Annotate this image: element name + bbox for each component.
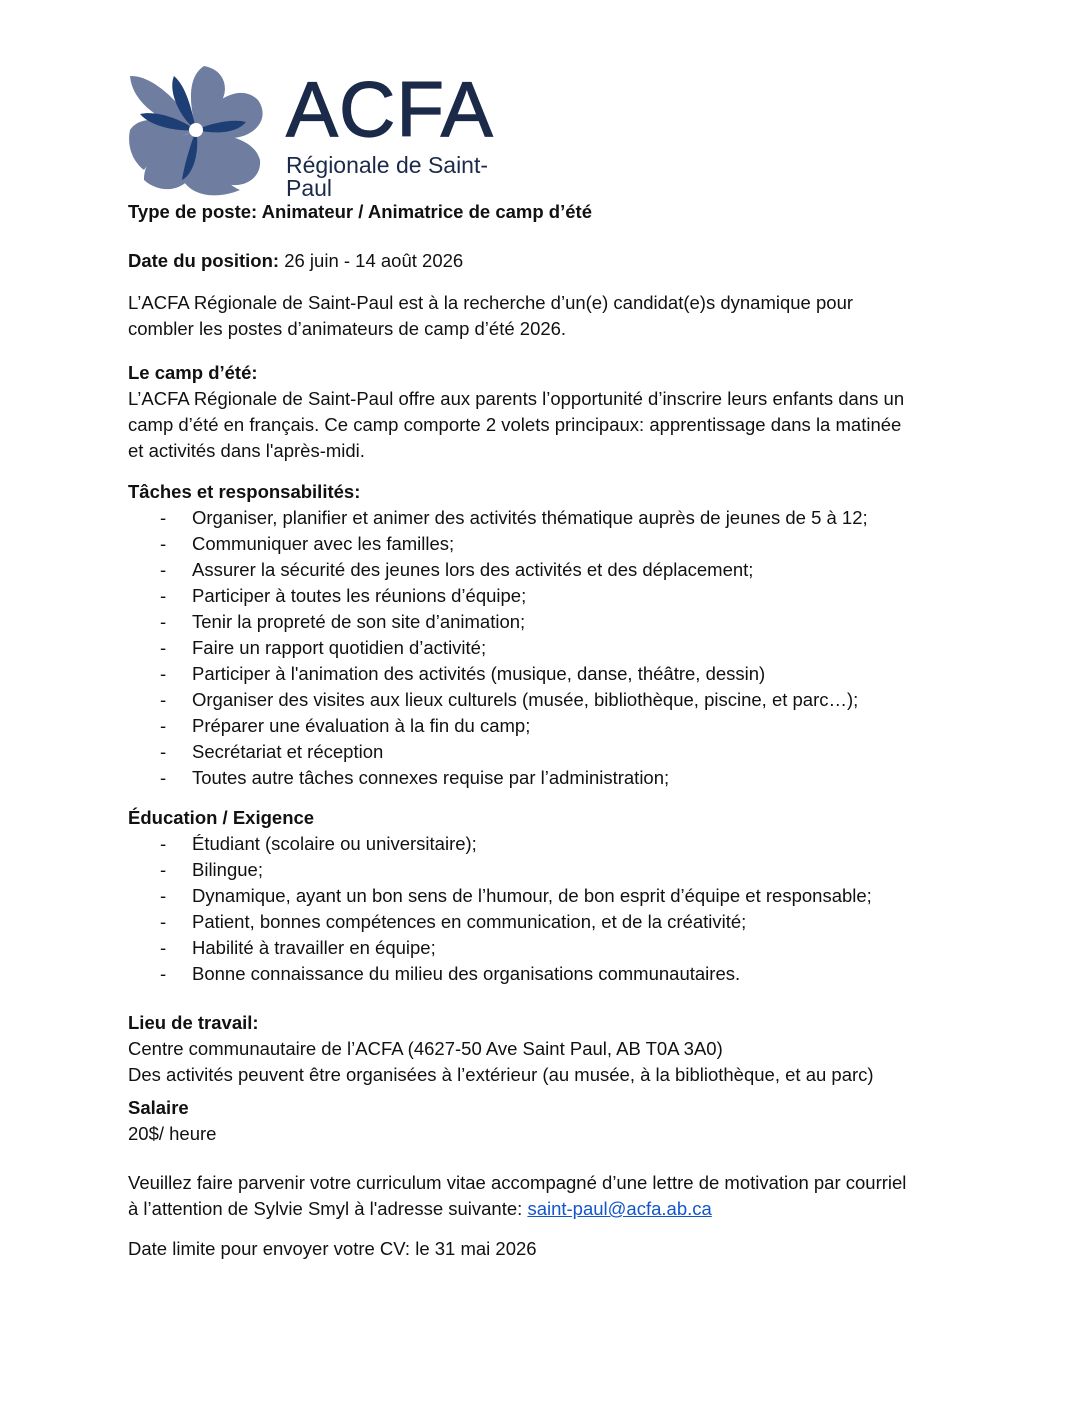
workplace-address: Centre communautaire de l’ACFA (4627-50 Ave Saint Paul, AB T0A 3A0) bbox=[128, 1038, 723, 1059]
list-item: - Étudiant (scolaire ou universitaire); bbox=[128, 831, 968, 857]
workplace-heading: Lieu de travail: bbox=[128, 1012, 259, 1033]
intro-paragraph bbox=[128, 290, 968, 342]
tasks-heading: Tâches et responsabilités: bbox=[128, 481, 361, 502]
education-heading: Éducation / Exigence bbox=[128, 807, 315, 828]
apply-line: à l’attention de Sylvie Smyl à l'adresse suivante: saint-paul@acfa.ab.ca bbox=[128, 1198, 712, 1219]
list-item: - Faire un rapport quotidien d’activité; bbox=[128, 635, 968, 661]
dash-bullet-icon: - bbox=[160, 689, 167, 710]
apply-paragraph bbox=[128, 1170, 968, 1222]
logo-subtitle: Régionale de Saint-Paul bbox=[286, 152, 489, 201]
list-item: - Bilingue; bbox=[128, 857, 968, 883]
dash-bullet-icon: - bbox=[160, 741, 167, 762]
camp-line: et activités dans l'après-midi. bbox=[128, 440, 365, 461]
dash-bullet-icon: - bbox=[160, 559, 167, 580]
tasks-list bbox=[128, 505, 968, 791]
list-item: - Toutes autre tâches connexes requise par l’administration; bbox=[128, 765, 968, 791]
dash-bullet-icon: - bbox=[160, 859, 167, 880]
dash-bullet-icon: - bbox=[160, 833, 167, 854]
intro-line: L’ACFA Régionale de Saint-Paul est à la recherche d’un(e) candidat(e)s dynamique pour bbox=[128, 292, 854, 313]
job-type-heading: Type de poste: Animateur / Animatrice de camp d’été bbox=[128, 201, 592, 222]
workplace-section bbox=[128, 1010, 968, 1088]
camp-heading: Le camp d’été: bbox=[128, 362, 258, 383]
position-date-label: Date du position: bbox=[128, 250, 280, 271]
dash-bullet-icon: - bbox=[160, 533, 167, 554]
dash-bullet-icon: - bbox=[160, 663, 167, 684]
salary-section bbox=[128, 1095, 968, 1147]
dash-bullet-icon: - bbox=[160, 715, 167, 736]
education-list bbox=[128, 831, 968, 987]
list-item: - Assurer la sécurité des jeunes lors des activités et des déplacement; bbox=[128, 557, 968, 583]
list-item: - Secrétariat et réception bbox=[128, 739, 968, 765]
list-item: - Préparer une évaluation à la fin du camp; bbox=[128, 713, 968, 739]
salary-value: 20$/ heure bbox=[128, 1123, 217, 1144]
camp-section bbox=[128, 360, 968, 464]
list-item: - Communiquer avec les familles; bbox=[128, 531, 968, 557]
email-link[interactable]: saint-paul@acfa.ab.ca bbox=[527, 1198, 712, 1219]
dash-bullet-icon: - bbox=[160, 937, 167, 958]
list-item: - Habilité à travailler en équipe; bbox=[128, 935, 968, 961]
dash-bullet-icon: - bbox=[160, 767, 167, 788]
list-item: - Tenir la propreté de son site d’animation; bbox=[128, 609, 968, 635]
dash-bullet-icon: - bbox=[160, 637, 167, 658]
intro-line: combler les postes d’animateurs de camp d’été 2026. bbox=[128, 318, 567, 339]
list-item: - Patient, bonnes compétences en communication, et de la créativité; bbox=[128, 909, 968, 935]
list-item: - Bonne connaissance du milieu des organisations communautaires. bbox=[128, 961, 968, 987]
education-section bbox=[128, 805, 968, 987]
list-item: - Dynamique, ayant un bon sens de l’humour, de bon esprit d’équipe et responsable; bbox=[128, 883, 968, 909]
position-date bbox=[128, 248, 968, 274]
tasks-section bbox=[128, 479, 968, 791]
logo-title: ACFA bbox=[286, 65, 494, 153]
apply-line: Veuillez faire parvenir votre curriculum vitae accompagné d’une lettre de motivation par courriel bbox=[128, 1172, 907, 1193]
list-item: - Organiser, planifier et animer des activités thématique auprès de jeunes de 5 à 12; bbox=[128, 505, 968, 531]
position-date-value: 26 juin - 14 août 2026 bbox=[279, 250, 464, 271]
camp-line: camp d’été en français. Ce camp comporte 2 volets principaux: apprentissage dans la matinée bbox=[128, 414, 902, 435]
dash-bullet-icon: - bbox=[160, 585, 167, 606]
camp-line: L’ACFA Régionale de Saint-Paul offre aux parents l’opportunité d’inscrire leurs enfants dans un bbox=[128, 388, 905, 409]
salary-heading: Salaire bbox=[128, 1097, 189, 1118]
acfa-logo bbox=[126, 64, 526, 201]
list-item: - Participer à toutes les réunions d’équipe; bbox=[128, 583, 968, 609]
dash-bullet-icon: - bbox=[160, 507, 167, 528]
flower-logo-icon bbox=[126, 64, 274, 196]
list-item: - Organiser des visites aux lieux culturels (musée, bibliothèque, piscine, et parc…); bbox=[128, 687, 968, 713]
deadline-text: Date limite pour envoyer votre CV: le 31 mai 2026 bbox=[128, 1238, 537, 1259]
dash-bullet-icon: - bbox=[160, 885, 167, 906]
dash-bullet-icon: - bbox=[160, 611, 167, 632]
dash-bullet-icon: - bbox=[160, 911, 167, 932]
dash-bullet-icon: - bbox=[160, 963, 167, 984]
workplace-note: Des activités peuvent être organisées à l’extérieur (au musée, à la bibliothèque, et au parc) bbox=[128, 1064, 874, 1085]
list-item: - Participer à l'animation des activités (musique, danse, théâtre, dessin) bbox=[128, 661, 968, 687]
